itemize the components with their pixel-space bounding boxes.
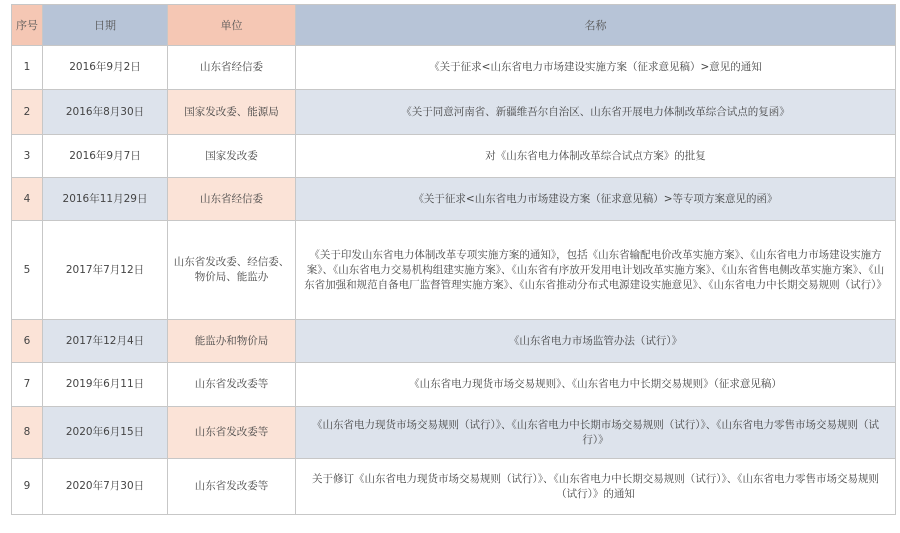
row-name: 《山东省电力现货市场交易规则》、《山东省电力中长期交易规则》（征求意见稿） [296, 363, 896, 407]
row-num: 2 [12, 90, 43, 135]
row-unit: 山东省发改委等 [168, 363, 296, 407]
table-row [12, 363, 896, 407]
row-date: 2016年9月7日 [43, 135, 168, 178]
row-num: 5 [12, 221, 43, 320]
row-date: 2017年12月4日 [43, 320, 168, 363]
row-date: 2016年11月29日 [43, 178, 168, 221]
table-row [12, 135, 896, 178]
row-unit: 山东省发改委等 [168, 407, 296, 459]
row-num: 8 [12, 407, 43, 459]
row-unit: 山东省发改委等 [168, 459, 296, 515]
row-unit: 国家发改委 [168, 135, 296, 178]
row-name: 关于修订《山东省电力现货市场交易规则（试行）》、《山东省电力中长期交易规则（试行）》、《山东省电力零售市场交易规则（试行）》的通知 [296, 459, 896, 515]
header-name: 名称 [296, 5, 896, 46]
row-num: 4 [12, 178, 43, 221]
header-num: 序号 [12, 5, 43, 46]
row-date: 2016年9月2日 [43, 46, 168, 90]
table-row [12, 90, 896, 135]
table-row [12, 178, 896, 221]
row-unit: 能监办和物价局 [168, 320, 296, 363]
table-row [12, 46, 896, 90]
row-date: 2016年8月30日 [43, 90, 168, 135]
header-date: 日期 [43, 5, 168, 46]
header-unit: 单位 [168, 5, 296, 46]
table-header-row [12, 5, 896, 46]
row-date: 2019年6月11日 [43, 363, 168, 407]
table-row [12, 459, 896, 515]
row-num: 9 [12, 459, 43, 515]
row-unit: 山东省经信委 [168, 178, 296, 221]
row-name: 《关于征求<山东省电力市场建设方案（征求意见稿）>等专项方案意见的函》 [296, 178, 896, 221]
row-num: 6 [12, 320, 43, 363]
row-name: 《关于征求<山东省电力市场建设实施方案（征求意见稿）>意见的通知 [296, 46, 896, 90]
row-name: 《山东省电力市场监管办法（试行）》 [296, 320, 896, 363]
row-name: 《关于印发山东省电力体制改革专项实施方案的通知》，包括《山东省输配电价改革实施方案》、《山东省电力市场建设实施方案》、《山东省电力交易机构组建实施方案》、《山东省有序放开发用电计划改革实施方案》、《山东省售电侧改革实施方案》、《山东省加强和规范自备电厂监督管理实施方案》、《山东省推动分布式电源建设实施意见》、《山东省电力中长期交易规则（试行）》 [296, 221, 896, 320]
row-date: 2017年7月12日 [43, 221, 168, 320]
table-row [12, 407, 896, 459]
row-unit: 山东省经信委 [168, 46, 296, 90]
row-num: 3 [12, 135, 43, 178]
row-num: 7 [12, 363, 43, 407]
row-unit: 国家发改委、能源局 [168, 90, 296, 135]
row-date: 2020年6月15日 [43, 407, 168, 459]
table-row [12, 221, 896, 320]
row-name: 对《山东省电力体制改革综合试点方案》的批复 [296, 135, 896, 178]
row-name: 《关于同意河南省、新疆维吾尔自治区、山东省开展电力体制改革综合试点的复函》 [296, 90, 896, 135]
policy-table [11, 4, 896, 515]
table-row [12, 320, 896, 363]
row-name: 《山东省电力现货市场交易规则（试行）》、《山东省电力中长期市场交易规则（试行）》、《山东省电力零售市场交易规则（试行）》 [296, 407, 896, 459]
row-date: 2020年7月30日 [43, 459, 168, 515]
row-num: 1 [12, 46, 43, 90]
row-unit: 山东省发改委、经信委、物价局、能监办 [168, 221, 296, 320]
